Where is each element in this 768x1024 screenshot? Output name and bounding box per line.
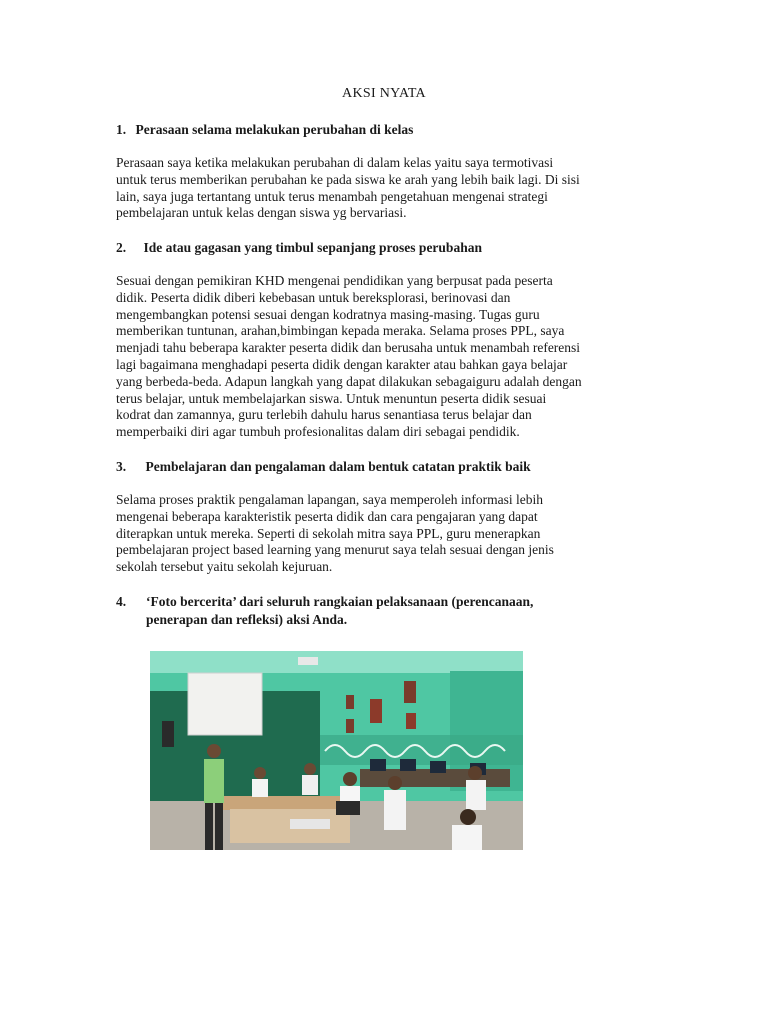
- section-title: Pembelajaran dan pengalaman dalam bentuk catatan praktik baik: [145, 459, 531, 474]
- paragraph-line: memberikan tuntunan, arahan,bimbingan kepada meraka. Selama proses PPL, saya: [116, 323, 565, 339]
- heading-line: ‘Foto bercerita’ dari seluruh rangkaian pelaksanaan (perencanaan,: [146, 594, 534, 609]
- paragraph-line: lagi bagaimana menghadapi peserta didik dengan karakter atau bahkan gaya belajar: [116, 356, 568, 372]
- section-1-heading: [116, 121, 413, 139]
- paragraph-line: pembelajaran untuk kelas dengan siswa yg bervariasi.: [116, 205, 407, 221]
- classroom-photo: [150, 651, 523, 850]
- section-title: [146, 593, 533, 629]
- paragraph-line: mengembangkan potensi sesuai dengan kodratnya masing-masing. Tugas guru: [116, 306, 540, 322]
- section-2-paragraph: [116, 273, 656, 441]
- paragraph-line: mengenai beberapa karakteristik peserta didik dan cara pengajaran yang dapat: [116, 508, 538, 524]
- section-title: Ide atau gagasan yang timbul sepanjang proses perubahan: [143, 240, 482, 255]
- section-number: 4.: [116, 594, 127, 609]
- heading-line: penerapan dan refleksi) aksi Anda.: [146, 612, 348, 627]
- paragraph-line: kodrat dan zamannya, guru terlebih dahulu harus senantiasa terus belajar dan: [116, 407, 532, 423]
- paragraph-line: sekolah tersebut yaitu sekolah kejuruan.: [116, 559, 333, 575]
- section-4-heading: [116, 593, 126, 611]
- section-1-paragraph: [116, 155, 656, 222]
- paragraph-line: memperbaiki diri agar tumbuh profesionalitas dalam diri sebagai pendidik.: [116, 424, 520, 440]
- section-number: 3.: [116, 459, 127, 474]
- paragraph-line: Perasaan saya ketika melakukan perubahan di dalam kelas yaitu saya termotivasi: [116, 155, 554, 170]
- paragraph-line: menjadi tahu beberapa karakter peserta didik dan berusaha untuk menambah referensi: [116, 340, 581, 356]
- paragraph-line: Selama proses praktik pengalaman lapangan, saya memperoleh informasi lebih: [116, 492, 543, 507]
- section-number: 1.: [116, 122, 127, 137]
- paragraph-line: untuk terus memberikan perubahan ke pada siswa ke arah yang lebih baik lagi. Di sisi: [116, 171, 580, 187]
- classroom-photo-illustration: [150, 651, 523, 850]
- paragraph-line: pembelajaran project based learning yang menurut saya telah sesuai dengan jenis: [116, 542, 554, 558]
- document-title: AKSI NYATA: [342, 86, 426, 101]
- section-3-heading: [116, 458, 531, 476]
- section-2-heading: [116, 239, 482, 257]
- paragraph-line: Sesuai dengan pemikiran KHD mengenai pendidikan yang berpusat pada peserta: [116, 273, 553, 288]
- paragraph-line: terus belajar, untuk membelajarkan siswa. Untuk menuntun peserta didik sesuai: [116, 390, 547, 406]
- paragraph-line: yang berbeda-beda. Adapun langkah yang dapat dilakukan sebagaiguru adalah dengan: [116, 373, 582, 389]
- section-number: 2.: [116, 240, 127, 255]
- paragraph-line: diterapkan untuk mereka. Seperti di sekolah mitra saya PPL, guru menerapkan: [116, 525, 541, 541]
- section-title: Perasaan selama melakukan perubahan di kelas: [135, 122, 414, 137]
- paragraph-line: lain, saya juga tertantang untuk terus menambah pengetahuan mengenai strategi: [116, 188, 548, 204]
- section-3-paragraph: [116, 492, 656, 576]
- paragraph-line: didik. Peserta didik diberi kebebasan untuk bereksplorasi, berinovasi dan: [116, 289, 511, 305]
